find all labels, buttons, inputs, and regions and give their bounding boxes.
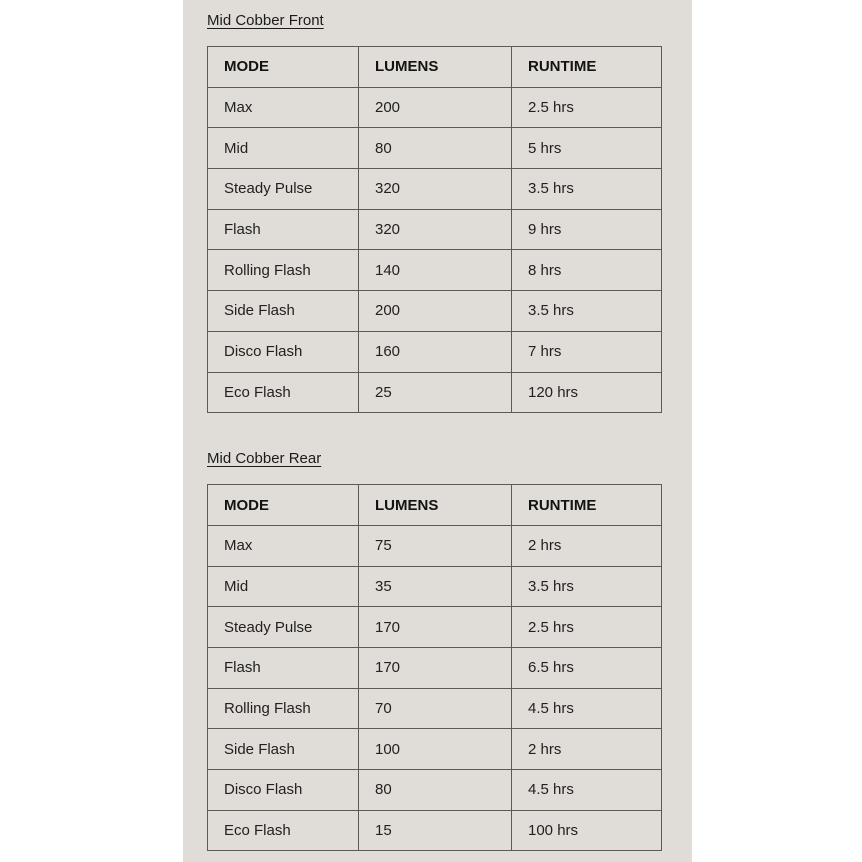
- cell-lumens: 80: [359, 770, 512, 811]
- table-row: [208, 729, 662, 770]
- column-header-mode: MODE: [208, 485, 359, 526]
- cell-lumens: 140: [359, 250, 512, 291]
- table-row: [208, 770, 662, 811]
- cell-lumens: 200: [359, 291, 512, 332]
- table-row: [208, 87, 662, 128]
- spec-section-rear: [207, 450, 692, 851]
- cell-runtime: 3.5 hrs: [512, 566, 662, 607]
- cell-lumens: 100: [359, 729, 512, 770]
- table-row: [208, 331, 662, 372]
- cell-lumens: 70: [359, 688, 512, 729]
- cell-runtime: 5 hrs: [512, 128, 662, 169]
- cell-runtime: 2.5 hrs: [512, 607, 662, 648]
- cell-lumens: 75: [359, 525, 512, 566]
- table-row: [208, 128, 662, 169]
- cell-runtime: 120 hrs: [512, 372, 662, 413]
- table-row: [208, 250, 662, 291]
- cell-lumens: 160: [359, 331, 512, 372]
- table-title-rear: Mid Cobber Rear: [207, 450, 322, 468]
- table-row: [208, 607, 662, 648]
- table-row: [208, 810, 662, 851]
- cell-mode: Flash: [208, 209, 359, 250]
- cell-runtime: 2 hrs: [512, 729, 662, 770]
- cell-lumens: 320: [359, 209, 512, 250]
- cell-lumens: 15: [359, 810, 512, 851]
- cell-mode: Mid: [208, 566, 359, 607]
- table-title-front: Mid Cobber Front: [207, 12, 324, 29]
- cell-runtime: 2 hrs: [512, 525, 662, 566]
- cell-runtime: 2.5 hrs: [512, 87, 662, 128]
- cell-mode: Steady Pulse: [208, 607, 359, 648]
- column-header-lumens: LUMENS: [359, 47, 512, 88]
- cell-lumens: 200: [359, 87, 512, 128]
- cell-mode: Disco Flash: [208, 331, 359, 372]
- table-row: [208, 566, 662, 607]
- table-header-row: [208, 47, 662, 88]
- cell-runtime: 3.5 hrs: [512, 169, 662, 210]
- table-row: [208, 525, 662, 566]
- cell-runtime: 4.5 hrs: [512, 688, 662, 729]
- cell-runtime: 6.5 hrs: [512, 647, 662, 688]
- column-header-mode: MODE: [208, 47, 359, 88]
- column-header-lumens: LUMENS: [359, 485, 512, 526]
- content-panel: [183, 0, 692, 862]
- cell-mode: Mid: [208, 128, 359, 169]
- cell-runtime: 7 hrs: [512, 331, 662, 372]
- table-header-row: [208, 485, 662, 526]
- cell-lumens: 170: [359, 607, 512, 648]
- cell-mode: Rolling Flash: [208, 250, 359, 291]
- cell-mode: Rolling Flash: [208, 688, 359, 729]
- cell-lumens: 25: [359, 372, 512, 413]
- table-row: [208, 169, 662, 210]
- cell-mode: Flash: [208, 647, 359, 688]
- cell-mode: Side Flash: [208, 729, 359, 770]
- cell-lumens: 320: [359, 169, 512, 210]
- table-row: [208, 372, 662, 413]
- cell-mode: Disco Flash: [208, 770, 359, 811]
- table-row: [208, 688, 662, 729]
- cell-mode: Side Flash: [208, 291, 359, 332]
- spec-table-front: [207, 46, 662, 413]
- cell-mode: Steady Pulse: [208, 169, 359, 210]
- table-row: [208, 291, 662, 332]
- cell-runtime: 8 hrs: [512, 250, 662, 291]
- cell-lumens: 80: [359, 128, 512, 169]
- cell-mode: Max: [208, 525, 359, 566]
- cell-mode: Max: [208, 87, 359, 128]
- cell-mode: Eco Flash: [208, 372, 359, 413]
- cell-lumens: 35: [359, 566, 512, 607]
- cell-runtime: 100 hrs: [512, 810, 662, 851]
- table-row: [208, 209, 662, 250]
- column-header-runtime: RUNTIME: [512, 47, 662, 88]
- cell-runtime: 3.5 hrs: [512, 291, 662, 332]
- cell-lumens: 170: [359, 647, 512, 688]
- table-row: [208, 647, 662, 688]
- cell-runtime: 4.5 hrs: [512, 770, 662, 811]
- cell-runtime: 9 hrs: [512, 209, 662, 250]
- column-header-runtime: RUNTIME: [512, 485, 662, 526]
- cell-mode: Eco Flash: [208, 810, 359, 851]
- spec-table-rear: [207, 484, 662, 851]
- spec-section-front: [207, 12, 692, 413]
